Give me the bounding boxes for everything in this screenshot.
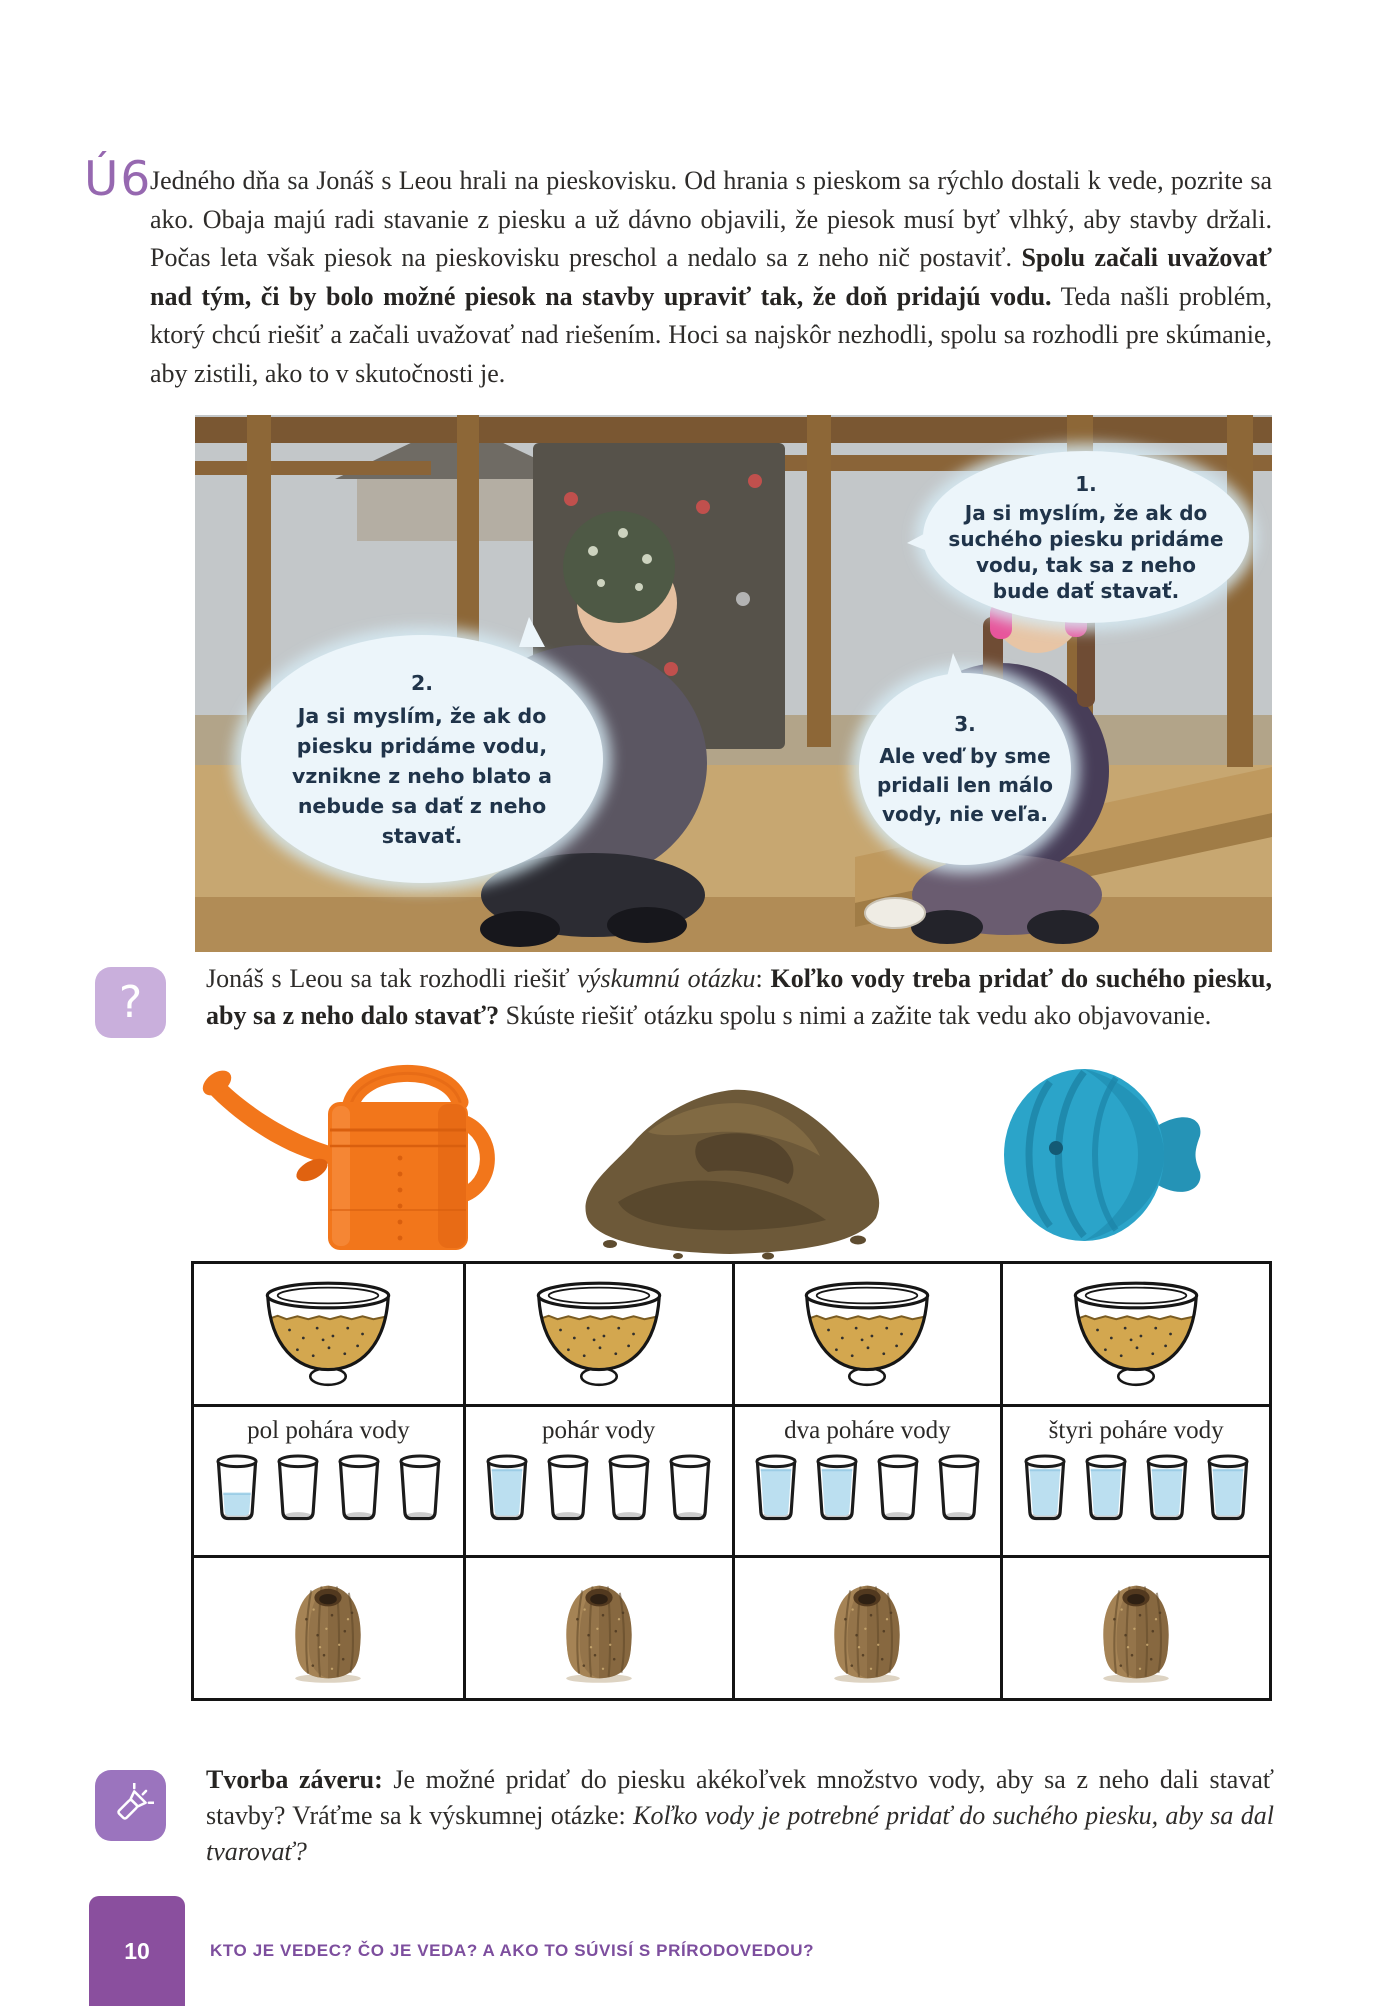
bubble-number: 2. [410,670,434,695]
question-text: Jonáš s Leou sa tak rozhodli riešiť [206,964,578,993]
research-question-paragraph [206,960,1272,1034]
sand-bowl-icon [525,1278,673,1390]
intro-text-after: Teda našli problém, ktorý chcú riešiť a začali uvažovať nad riešením. Hoci sa najskôr nezhodli, spolu sa rozhodli pre skúmanie, aby zistili, ako to v skutočnosti je. [150,281,1272,388]
speech-bubble-1 [923,451,1249,623]
paper-cup [865,898,925,928]
water-cup-icon [811,1452,863,1524]
speech-bubble-3 [859,673,1071,865]
sand-pile-image [558,1072,903,1262]
water-amount-cell [732,1407,1001,1555]
wooden-post [807,415,831,747]
sand-bowl-cell [463,1264,732,1404]
conclusion-paragraph [206,1762,1274,1870]
water-cup-icon [750,1452,802,1524]
sand-castle-cell [463,1558,732,1698]
intro-bold-text: Spolu začali uvažovať nad tým, či by bolo možné piesok na stavby upraviť tak, že doň pridajú vodu. [150,243,1272,311]
question-text-after: Skúste riešiť otázku spolu s nimi a zažite tak vedu ako objavovanie. [499,1001,1212,1030]
page-number: 10 [124,1937,150,1964]
bubble-number: 3. [954,711,976,736]
footer-chapter-title: KTO JE VEDEC? ČO JE VEDA? A AKO TO SÚVISÍ S PRÍRODOVEDOU? [210,1941,815,1960]
water-amount-label: pohár vody [542,1417,656,1444]
water-cup-icon [333,1452,385,1524]
sand-castle-cell [732,1558,1001,1698]
sand-bowl-cell [1000,1264,1269,1404]
water-cup-icon [664,1452,716,1524]
conclusion-italic-text: Koľko vody je potrebné pridať do suchého piesku, aby sa dal tvarovať? [206,1801,1274,1866]
sand-castle-cell [194,1558,463,1698]
water-cup-icon [1019,1452,1071,1524]
water-cup-icon [211,1452,263,1524]
bubble-text: Ja si myslím, že ak do suchého piesku pridáme vodu, tak sa z neho bude dať stavať. [948,500,1224,603]
sand-bowl-cell [194,1264,463,1404]
sand-bowl-icon [793,1278,941,1390]
sand-castle-icon [547,1565,651,1691]
water-amount-label: pol pohára vody [247,1417,410,1444]
sand-pile-icon [558,1072,903,1262]
sand-bowl-icon [254,1278,402,1390]
speech-bubble-2 [241,635,603,883]
watering-can-image [200,1050,510,1255]
table-row-bowls [194,1264,1269,1404]
playground-photo [195,415,1272,952]
water-cup-icon [872,1452,924,1524]
bubble-text: Ja si myslím, že ak do piesku pridáme vodu, vznikne z neho blato a nebude sa dať z neho stavať. [292,703,552,848]
flashlight-glyph [108,1783,154,1829]
table-row-castles [194,1555,1269,1698]
table-row-mixtures [194,1404,1269,1555]
sand-castle-icon [815,1565,919,1691]
fish-mold-icon [988,1060,1216,1250]
intro-text: Jedného dňa sa Jonáš s Leou hrali na pieskovisku. Od hrania s pieskom sa rýchlo dostali k vede, pozrite sa ako. Obaja majú radi stavanie z piesku a už dávno objavili, že piesok musí byť vlhký, aby stavby držali. Počas leta však piesok na pieskovisku preschol a nedalo sa z neho nič postaviť. [150,166,1272,272]
water-cup-icon [603,1452,655,1524]
water-cup-icon [1080,1452,1132,1524]
intro-paragraph [150,162,1272,393]
sand-bowl-icon [1062,1278,1210,1390]
question-bold-text: Koľko vody treba pridať do suchého piesku, aby sa z neho dalo stavať? [206,964,1272,1030]
fish-eye [1049,1141,1063,1155]
water-amount-label: štyri poháre vody [1048,1417,1224,1444]
water-cups [750,1452,985,1524]
question-mark-glyph: ? [118,977,143,1028]
water-amount-cell [1000,1407,1269,1555]
can-spout [208,1078,337,1165]
page-number-block [89,1896,185,2006]
watering-can-icon [200,1050,510,1255]
question-icon [95,967,166,1038]
bubble-number: 1. [1075,471,1097,496]
bubble-tail [519,617,545,647]
bubble-text: Ale veď by sme pridali len málo vody, nie veľa. [876,743,1054,826]
bubble-tail [945,653,967,685]
task-label: Ú6 [84,152,153,207]
question-italic-text: výskumnú otázku [577,964,756,993]
water-cups [1019,1452,1254,1524]
bubble-tail [907,529,933,553]
flashlight-icon [95,1770,166,1841]
water-amount-cell [194,1407,463,1555]
water-cup-icon [1141,1452,1193,1524]
water-cup-icon [1202,1452,1254,1524]
sand-castle-icon [1084,1565,1188,1691]
water-cup-icon [933,1452,985,1524]
sand-castle-cell [1000,1558,1269,1698]
question-separator: : [755,964,771,993]
water-cup-icon [481,1452,533,1524]
water-amount-label: dva poháre vody [784,1417,951,1444]
conclusion-text: Je možné pridať do piesku akékoľvek množstvo vody, aby sa z neho dali stavať stavby? Vráťme sa k výskumnej otázke: [206,1765,1274,1830]
water-cups [481,1452,716,1524]
conclusion-heading: Tvorba záveru: [206,1765,383,1794]
wooden-post [1227,415,1253,767]
fish-mold-image [988,1060,1216,1250]
experiment-table [191,1261,1272,1701]
water-cups [211,1452,446,1524]
water-cup-icon [394,1452,446,1524]
wooden-beam [195,417,1272,443]
sand-bowl-cell [732,1264,1001,1404]
water-cup-icon [272,1452,324,1524]
boy-camo-beanie [563,511,675,623]
sand-castle-icon [276,1565,380,1691]
water-amount-cell [463,1407,732,1555]
water-cup-icon [542,1452,594,1524]
